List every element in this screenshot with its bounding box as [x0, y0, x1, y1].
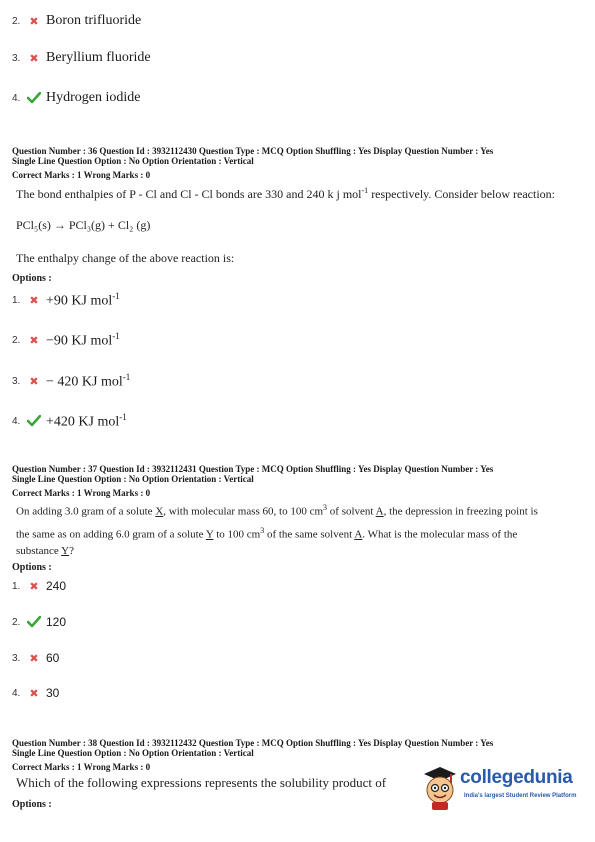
option-text: 240	[46, 579, 67, 593]
q36-reaction: PCl₅(s) → PCl₃(g) + Cl₂ (g)	[16, 218, 151, 232]
q37-question-line3: substance Y?	[16, 545, 74, 557]
correct-check-icon	[26, 92, 42, 104]
wrong-cross-icon: ✖	[29, 14, 39, 28]
brand-name: collegedunia	[460, 767, 573, 788]
q35-option-3	[12, 48, 151, 68]
wrong-cross-icon: ✖	[29, 686, 39, 700]
graduate-mascot-icon	[420, 764, 460, 812]
q38-meta-line1: Question Number : 38 Question Id : 3932112432 Question Type : MCQ Option Shuffling : Yes Display Question Number : Yes	[12, 738, 494, 748]
option-text: 120	[46, 615, 67, 629]
correct-check-icon	[26, 415, 42, 427]
q36-option-4	[12, 411, 127, 431]
option-number: 3.	[12, 375, 21, 387]
option-number: 4.	[12, 92, 21, 104]
option-text: 30	[46, 686, 60, 700]
option-number: 4.	[12, 687, 21, 699]
wrong-cross-icon: ✖	[29, 651, 39, 665]
option-number: 4.	[12, 415, 21, 427]
q37-question-line2: the same as on adding 6.0 gram of a solute Y to 100 $cm^3$ of the same solvent A. What is the molecular mass of the	[16, 526, 518, 541]
q37-question-line1: On adding 3.0 gram of a solute X, with molecular mass 60, to 100 $cm^3$ of solvent A, the depression in freezing point is	[16, 503, 538, 518]
option-text: Hydrogen iodide	[46, 90, 141, 105]
wrong-cross-icon: ✖	[29, 333, 39, 347]
option-number: 3.	[12, 52, 21, 64]
q36-option-3	[12, 371, 130, 391]
correct-check-icon	[26, 616, 42, 628]
q38-meta-line2: Single Line Question Option : No Option Orientation : Vertical	[12, 748, 254, 758]
collegedunia-logo	[420, 764, 590, 814]
q37-options-label: Options :	[12, 562, 52, 573]
wrong-cross-icon: ✖	[29, 51, 39, 65]
q36-options-label: Options :	[12, 273, 52, 284]
q37-option-4	[12, 683, 59, 703]
option-number: 2.	[12, 15, 21, 27]
wrong-cross-icon: ✖	[29, 579, 39, 593]
option-number: 2.	[12, 334, 21, 346]
option-number: 2.	[12, 616, 21, 628]
q37-option-3	[12, 648, 59, 668]
q36-question-prompt: The enthalpy change of the above reaction is:	[16, 251, 235, 265]
q38-question-text: Which of the following expressions represents the solubility product of	[16, 775, 387, 790]
q37-option-2	[12, 612, 66, 632]
q36-option-2	[12, 330, 120, 350]
q37-marks: Correct Marks : 1 Wrong Marks : 0	[12, 488, 151, 498]
wrong-cross-icon: ✖	[29, 293, 39, 307]
option-number: 3.	[12, 652, 21, 664]
option-text: Beryllium fluoride	[46, 50, 151, 65]
option-number: 1.	[12, 580, 21, 592]
option-number: 1.	[12, 294, 21, 306]
q36-question-text: The bond enthalpies of P - Cl and Cl - Cl bonds are 330 and 240 k j mol$^{-1}$ respectively. Consider below reaction:	[16, 186, 556, 201]
q36-meta-line1: Question Number : 36 Question Id : 3932112430 Question Type : MCQ Option Shuffling : Yes Display Question Number : Yes	[12, 146, 494, 156]
option-text: − 420 KJ mol$^{-1}$	[46, 371, 131, 390]
option-text: −90 KJ mol$^{-1}$	[46, 330, 120, 349]
q38-marks: Correct Marks : 1 Wrong Marks : 0	[12, 762, 151, 772]
option-text: +90 KJ mol$^{-1}$	[46, 290, 120, 309]
q36-option-1	[12, 290, 120, 310]
option-text: Boron trifluoride	[46, 13, 142, 28]
q36-marks: Correct Marks : 1 Wrong Marks : 0	[12, 170, 151, 180]
wrong-cross-icon: ✖	[29, 374, 39, 388]
option-text: 60	[46, 651, 60, 665]
q37-meta-line1: Question Number : 37 Question Id : 3932112431 Question Type : MCQ Option Shuffling : Yes Display Question Number : Yes	[12, 464, 494, 474]
q37-meta-line2: Single Line Question Option : No Option Orientation : Vertical	[12, 474, 254, 484]
brand-tagline: India's largest Student Review Platform	[464, 793, 577, 799]
q37-option-1	[12, 576, 66, 596]
q36-meta-line2: Single Line Question Option : No Option Orientation : Vertical	[12, 156, 254, 166]
option-text: +420 KJ mol$^{-1}$	[46, 411, 127, 430]
q35-option-2	[12, 11, 141, 31]
q38-options-label: Options :	[12, 799, 52, 810]
q35-option-4	[12, 88, 140, 108]
